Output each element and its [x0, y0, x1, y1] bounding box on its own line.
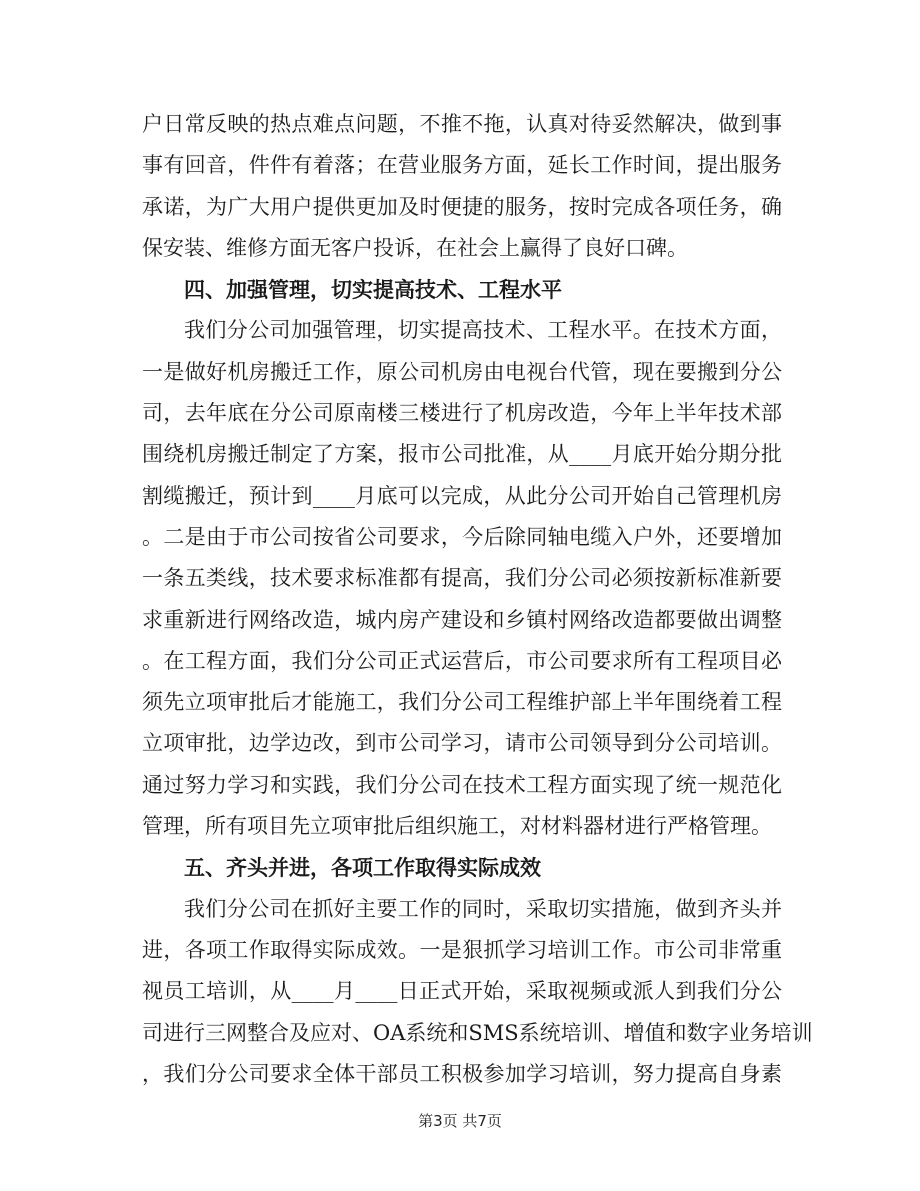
text-line: 。在工程方面，我们分公司正式运营后，市公司要求所有工程项目必: [142, 648, 782, 673]
text-line: 一是做好机房搬迁工作，原公司机房由电视台代管，现在要搬到分公: [142, 359, 782, 384]
document-body: [142, 104, 813, 1095]
text-line: 割缆搬迁，预计到____月底可以完成，从此分公司开始自己管理机房: [142, 483, 782, 508]
text-line: 求重新进行网络改造，城内房产建设和乡镇村网络改造都要做出调整: [142, 607, 782, 632]
text-line: 户日常反映的热点难点问题，不推不拖，认真对待妥然解决，做到事: [142, 112, 782, 136]
text-line: 保安装、维修方面无客户投诉，在社会上赢得了良好口碑。: [142, 235, 688, 260]
text-line: 我们分公司加强管理，切实提高技术、工程水平。在技术方面，: [184, 318, 782, 343]
text-line: ，我们分公司要求全体干部员工积极参加学习培训，努力提高自身素: [142, 1061, 782, 1086]
text-line: 管理，所有项目先立项审批后组织施工，对材料器材进行严格管理。: [142, 814, 772, 839]
text-line: 围绕机房搬迁制定了方案，报市公司批准，从____月底开始分期分批: [142, 442, 782, 467]
text-line: 司，去年底在分公司原南楼三楼进行了机房改造，今年上半年技术部: [142, 401, 782, 426]
text-line: 事有回音，件件有着落；在营业服务方面，延长工作时间，提出服务: [142, 153, 782, 178]
text-line: 司进行三网整合及应对、OA系统和SMS系统培训、增值和数字业务培训: [142, 1020, 813, 1045]
text-line: 须先立项审批后才能施工，我们分公司工程维护部上半年围绕着工程: [142, 690, 782, 715]
text-line: 立项审批，边学边改，到市公司学习，请市公司领导到分公司培训。: [142, 731, 782, 756]
text-line: 我们分公司在抓好主要工作的同时，采取切实措施，做到齐头并: [184, 896, 782, 921]
text-line: 视员工培训，从____月____日正式开始，采取视频或派人到我们分公: [142, 979, 782, 1004]
section-heading-5: 五、齐头并进，各项工作取得实际成效: [184, 855, 541, 881]
text-line: 进，各项工作取得实际成效。一是狠抓学习培训工作。市公司非常重: [142, 937, 782, 962]
text-line: 通过努力学习和实践，我们分公司在技术工程方面实现了统一规范化: [142, 772, 782, 797]
section-heading-4: 四、加强管理，切实提高技术、工程水平: [184, 277, 562, 303]
text-line: 一条五类线，技术要求标准都有提高，我们分公司必须按新标准新要: [142, 566, 782, 591]
text-line: 承诺，为广大用户提供更加及时便捷的服务，按时完成各项任务，确: [142, 194, 782, 219]
text-line: 。二是由于市公司按省公司要求，今后除同轴电缆入户外，还要增加: [142, 524, 782, 549]
page-number-footer: 第3页 共7页: [418, 1112, 502, 1130]
